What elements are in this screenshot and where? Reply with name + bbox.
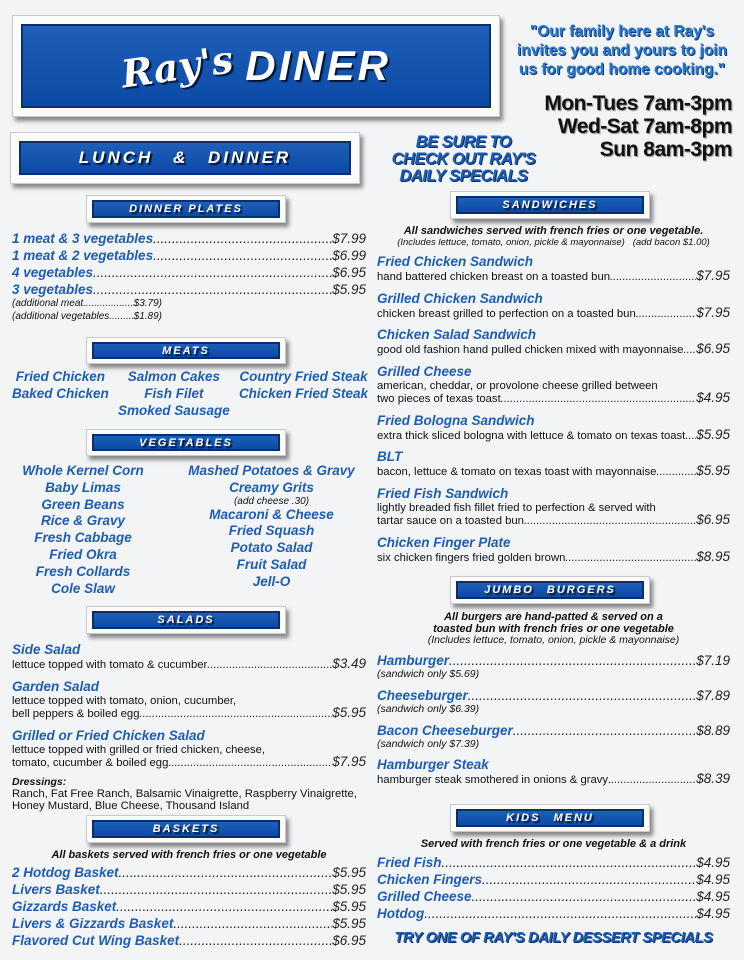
sandwich-only-price: (sandwich only $7.39) [377, 738, 480, 750]
item-description-row [12, 658, 366, 672]
meat-item: Country Fried Steak [239, 369, 368, 384]
menu-item [377, 449, 730, 479]
sandwich-only-price: (sandwich only $6.39) [377, 703, 480, 715]
menu-item [377, 905, 730, 922]
item-price: $5.95 [332, 882, 366, 897]
item-price: $5.95 [332, 705, 366, 720]
item-name: Bacon Cheeseburger [377, 723, 513, 738]
item-name: Chicken Salad Sandwich [377, 327, 537, 342]
leader-dots [424, 905, 696, 922]
hours-line: Wed-Sat 7am-8pm [557, 115, 732, 138]
meat-item: Fish Filet [144, 385, 204, 401]
item-price: $1.89) [133, 310, 162, 322]
dressings-list: Ranch, Fat Free Ranch, Balsamic Vinaigrette, Raspberry Vinaigrette, [12, 787, 357, 800]
item-price: $8.95 [696, 548, 730, 564]
vegetable-item: Whole Kernel Corn [22, 463, 144, 478]
leader-dots [93, 281, 332, 298]
item-description: good old fashion hand pulled chicken mixed with mayonnaise [377, 344, 684, 356]
menu-item [12, 864, 366, 881]
menu-item [377, 254, 730, 284]
item-price: $5.95 [332, 899, 366, 914]
hours-line: Sun 8am-3pm [599, 138, 732, 161]
item-price: $7.95 [696, 268, 730, 283]
item-description: tartar sauce on a toasted bun [377, 515, 524, 527]
item-description: bell peppers & boiled egg [12, 708, 140, 720]
meats-column [118, 369, 230, 419]
item-description-row [377, 304, 730, 321]
callout-line: BE SURE TO [415, 133, 512, 151]
kids-list [377, 838, 730, 922]
item-description: six chicken fingers fried golden brown [377, 551, 566, 564]
item-description-row [377, 270, 730, 284]
vegetable-item: Fried Okra [49, 546, 117, 562]
baskets-note: All baskets served with french fries or one vegetable [51, 849, 327, 861]
vegetable-item: Fruit Salad [236, 556, 307, 572]
menu-item [377, 871, 730, 888]
logo-word: DINER [245, 42, 391, 89]
menu-item [12, 881, 366, 898]
logo-banner [12, 15, 500, 117]
banner-text: LUNCH & DINNER [19, 141, 351, 175]
section-title: MEATS [92, 342, 280, 359]
menu-item [377, 364, 730, 406]
item-description: two pieces of texas toast [377, 393, 501, 405]
item-price: $7.89 [696, 688, 730, 703]
leader-dots [565, 552, 696, 565]
dessert-callout: TRY ONE OF RAY'S DAILY DESSERT SPECIALS [394, 930, 713, 946]
section-title: BASKETS [92, 820, 280, 838]
menu-item [12, 932, 366, 949]
menu-item [377, 652, 730, 680]
leader-dots [656, 466, 696, 479]
item-price: $4.95 [696, 390, 730, 405]
header-baskets [86, 815, 286, 843]
burgers-note: toasted bun with french fries or one vegetable [433, 623, 674, 635]
item-price: $5.95 [696, 463, 730, 478]
section-title: JUMBO BURGERS [456, 581, 644, 599]
item-name: Chicken Finger Plate [377, 534, 511, 550]
meat-item: Smoked Sausage [117, 402, 230, 418]
item-description-row [12, 707, 366, 721]
item-name: Grilled or Fried Chicken Salad [12, 727, 205, 743]
item-description: tomato, cucumber & boiled egg [12, 757, 169, 769]
menu-item [377, 687, 730, 715]
vegetable-item: Cole Slaw [51, 580, 115, 596]
item-price: $5.95 [332, 282, 366, 297]
item-price: $8.89 [696, 723, 730, 738]
sandwiches-list [377, 225, 730, 571]
item-name: Fried Fish [377, 855, 442, 870]
leader-dots [501, 393, 696, 406]
item-name: 3 vegetables [12, 282, 94, 297]
item-name: Cheeseburger [377, 688, 468, 703]
item-name: 4 vegetables [12, 265, 94, 280]
vegetable-item: Baby Limas [45, 479, 121, 495]
item-description: chicken breast grilled to perfection on a toasted bun [377, 307, 636, 320]
item-name: Hotdog [377, 906, 425, 921]
leader-dots [513, 722, 696, 739]
item-price: $4.95 [696, 889, 730, 904]
logo-script: Ray's [118, 35, 236, 97]
item-description: lettuce topped with grilled or fried chicken, cheese, [12, 743, 266, 756]
item-price: $7.95 [332, 754, 366, 769]
leader-dots [636, 308, 696, 321]
item-name: Hamburger [377, 653, 450, 668]
leader-dots [685, 430, 696, 443]
menu-item [377, 722, 730, 739]
item-description-row [377, 426, 730, 443]
item-price: $7.99 [332, 231, 366, 246]
burgers-note: All burgers are hand-patted & served on a [444, 611, 663, 623]
meats-column [12, 369, 109, 419]
item-price: $5.95 [332, 916, 366, 931]
menu-item [377, 535, 730, 565]
item-description-row [377, 343, 730, 357]
item-name: Grilled Cheese [377, 889, 472, 904]
item-name: Side Salad [12, 642, 81, 657]
menu-item [377, 486, 730, 528]
dinner-plates-list [12, 230, 366, 323]
dressings-label: Dressings: [12, 775, 67, 788]
item-description: lightly breaded fish fillet fried to perfection & served with [377, 501, 656, 514]
item-price: $6.99 [332, 248, 366, 263]
item-name: Chicken Fingers [377, 872, 483, 887]
menu-item [12, 679, 366, 721]
menu-item [377, 687, 730, 704]
item-description-row [12, 756, 366, 770]
leader-dots [109, 311, 133, 324]
leader-dots [168, 757, 332, 770]
item-price: $4.95 [696, 855, 730, 870]
leader-dots [449, 652, 696, 669]
leader-dots [100, 881, 332, 898]
item-description-row [377, 465, 730, 479]
leader-dots [524, 515, 696, 528]
leader-dots [153, 247, 332, 264]
leader-dots [472, 888, 697, 905]
sandwiches-subnote: (Includes lettuce, tomato, onion, pickle & mayonnaise) (add bacon $1.00) [397, 237, 710, 248]
meats-column [239, 369, 368, 419]
hours-line: Mon-Tues 7am-3pm [544, 92, 732, 115]
item-name: Garden Salad [12, 678, 100, 694]
leader-dots [179, 932, 332, 949]
menu-item [377, 888, 730, 905]
leader-dots [140, 708, 333, 721]
vegetable-item: Potato Salad [230, 540, 313, 556]
menu-item [12, 642, 366, 672]
vegetable-item: Fresh Cabbage [34, 530, 132, 546]
menu-item [12, 281, 366, 298]
section-title: SANDWICHES [456, 196, 644, 214]
menu-item [12, 247, 366, 264]
menu-item [12, 230, 366, 247]
item-description: bacon, lettuce & tomato on texas toast with mayonnaise [377, 466, 657, 478]
item-price: $4.95 [696, 872, 730, 887]
hours [544, 92, 732, 161]
item-description: lettuce topped with tomato & cucumber [12, 659, 208, 671]
kids-note: Served with french fries or one vegetable & a drink [420, 838, 687, 850]
vegetable-item: Fresh Collards [35, 563, 131, 579]
leader-dots [153, 230, 332, 247]
item-description-row [377, 392, 730, 406]
leader-dots [482, 871, 696, 888]
item-price: $8.39 [696, 771, 730, 786]
header-jumbo-burgers [450, 576, 650, 604]
vegetables-list [8, 463, 364, 597]
dressings-list: Honey Mustard, Blue Cheese, Thousand Island [12, 800, 250, 812]
item-description: hamburger steak smothered in onions & gravy [377, 774, 609, 786]
section-title: KIDS MENU [456, 809, 644, 827]
leader-dots [173, 915, 332, 932]
header-dinner-plates [86, 195, 286, 223]
menu-item [377, 652, 730, 669]
vegetable-item: Creamy Grits [229, 479, 314, 495]
vegetables-column [8, 463, 158, 597]
menu-item [12, 898, 366, 915]
menu-item [12, 728, 366, 770]
leader-dots [93, 264, 332, 281]
quote-line: us for good home cooking." [518, 61, 726, 78]
extra-item [12, 311, 162, 324]
item-name: Grilled Chicken Sandwich [377, 290, 543, 306]
vegetable-item: Green Beans [41, 496, 125, 512]
item-price: $5.95 [696, 426, 730, 442]
leader-dots [83, 298, 133, 311]
menu-item [12, 915, 366, 932]
leader-dots [608, 774, 696, 787]
item-name: 2 Hotdog Basket [12, 865, 119, 880]
menu-item [377, 854, 730, 871]
item-description-row [377, 773, 730, 787]
meats-list [12, 369, 368, 419]
burgers-subnote: (Includes lettuce, tomato, onion, pickle & mayonnaise) [427, 634, 680, 646]
sandwich-only-price: (sandwich only $5.69) [377, 668, 480, 680]
item-price: $4.95 [696, 906, 730, 921]
header-meats [86, 337, 286, 364]
vegetable-item: Macaroni & Cheese [209, 506, 334, 522]
item-name: Fried Chicken Sandwich [377, 254, 534, 269]
header-vegetables [86, 429, 286, 456]
item-description: lettuce topped with tomato, onion, cucumber, [12, 694, 237, 707]
callout-line: CHECK OUT RAY'S [391, 150, 536, 168]
item-name: Hamburger Steak [377, 757, 489, 772]
item-name: Grilled Cheese [377, 363, 472, 379]
salads-list [12, 642, 366, 813]
header-salads [86, 606, 286, 634]
vegetables-column [179, 463, 364, 597]
baskets-list [12, 849, 366, 949]
item-price: $3.79) [133, 298, 162, 309]
meat-item: Salmon Cakes [127, 369, 221, 384]
item-name: Gizzards Basket [12, 899, 117, 914]
menu-item [377, 757, 730, 787]
header-sandwiches [450, 191, 650, 219]
vegetable-item: Fried Squash [228, 523, 315, 539]
leader-dots [119, 864, 333, 881]
section-title: VEGETABLES [92, 434, 280, 451]
vegetable-item: Mashed Potatoes & Gravy [188, 463, 355, 478]
leader-dots [683, 344, 696, 357]
menu-item [377, 291, 730, 321]
item-name: Livers & Gizzards Basket [12, 916, 174, 931]
item-price: $6.95 [696, 512, 730, 527]
menu-item [377, 413, 730, 443]
item-description-row [377, 514, 730, 528]
section-title: SALADS [92, 611, 280, 629]
meat-item: Chicken Fried Steak [238, 385, 368, 401]
menu-item [377, 327, 730, 357]
vegetable-item: Jell-O [252, 573, 291, 589]
item-name: 1 meat & 2 vegetables [12, 248, 154, 263]
item-price: $7.95 [696, 304, 730, 320]
meat-item: Baked Chicken [12, 385, 109, 401]
item-price: $5.95 [332, 865, 366, 880]
item-name: Flavored Cut Wing Basket [12, 933, 180, 948]
item-price: $3.49 [332, 656, 366, 671]
leader-dots [207, 659, 332, 672]
item-name: Livers Basket [12, 882, 100, 897]
vegetable-item: Rice & Gravy [40, 513, 126, 529]
header-kids-menu [450, 804, 650, 832]
item-name: Fried Fish Sandwich [377, 485, 509, 501]
item-description: american, cheddar, or provolone cheese grilled between [377, 379, 658, 392]
item-price: $6.95 [332, 265, 366, 280]
quote-line: invites you and yours to join [516, 42, 728, 59]
item-price: $6.95 [332, 933, 366, 948]
menu-item [377, 722, 730, 750]
section-title: DINNER PLATES [92, 200, 280, 218]
item-description: extra thick sliced bologna with lettuce & tomato on texas toast [377, 429, 686, 442]
daily-specials-callout [376, 134, 551, 185]
item-name: BLT [377, 449, 403, 464]
menu-item [12, 264, 366, 281]
quote-line: "Our family here at Ray's [529, 23, 715, 40]
item-name: (additional vegetables [12, 310, 110, 322]
callout-line: DAILY SPECIALS [399, 167, 528, 185]
item-description-row [377, 548, 730, 565]
item-name: 1 meat & 3 vegetables [12, 231, 154, 246]
item-price: $7.19 [696, 653, 730, 668]
lunch-dinner-banner [10, 132, 360, 184]
grits-note: (add cheese .30) [233, 495, 310, 507]
item-description: hand battered chicken breast on a toasted bun [377, 271, 611, 283]
sandwiches-note: All sandwiches served with french fries or one vegetable. [403, 225, 704, 237]
item-name: Fried Bologna Sandwich [377, 412, 535, 428]
leader-dots [442, 854, 697, 871]
burgers-list [377, 611, 730, 794]
extra-item [12, 298, 162, 311]
item-price: $6.95 [696, 341, 730, 356]
item-name: (additional meat [12, 298, 84, 309]
leader-dots [468, 687, 696, 704]
welcome-quote [505, 22, 739, 79]
meat-item: Fried Chicken [15, 369, 106, 384]
leader-dots [116, 898, 332, 915]
leader-dots [610, 271, 696, 284]
